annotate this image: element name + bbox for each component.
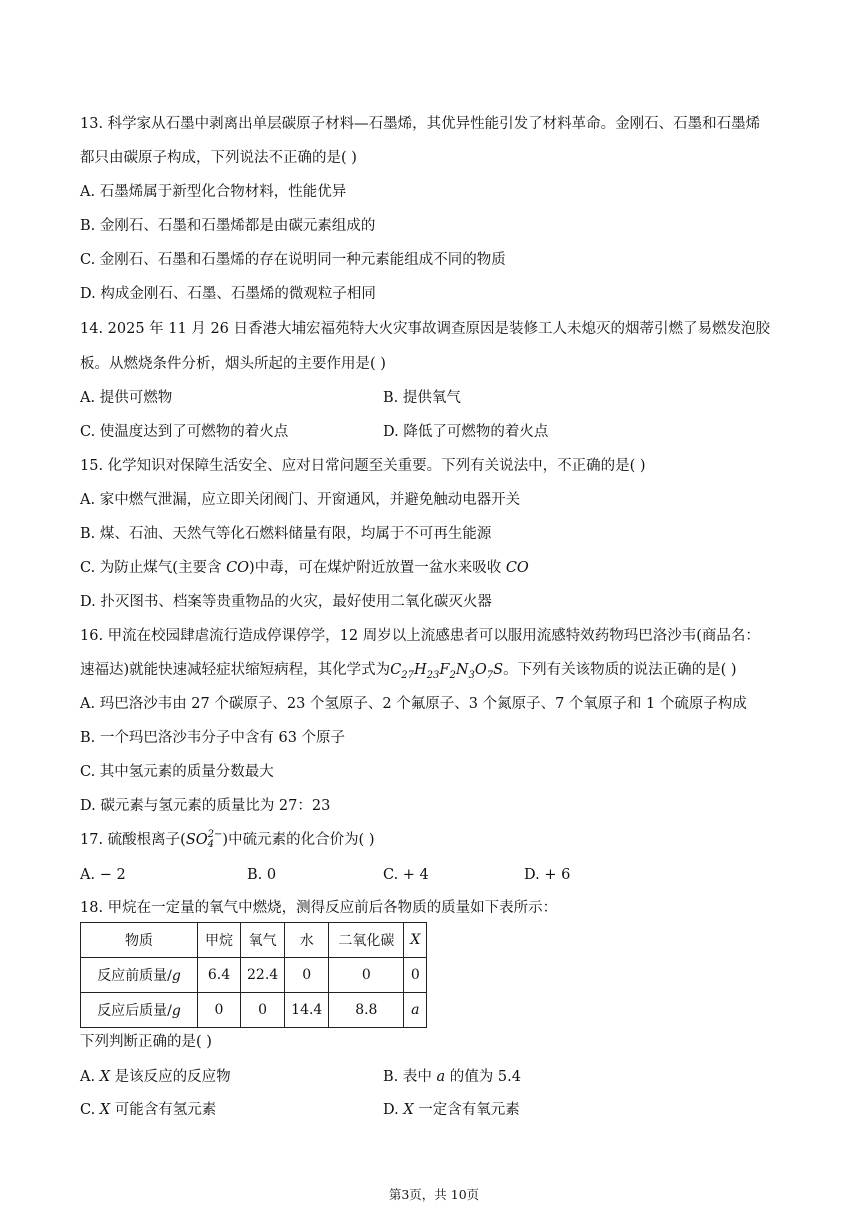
q15-option-a: A. 家中燃气泄漏，应立即关闭阀门、开窗通风，并避免触动电器开关 (80, 492, 521, 508)
sulfate-ion-formula: SO 2− 4 (185, 829, 223, 850)
table-cell: 0 (404, 958, 427, 993)
q18-option-c: C. X 可能含有氢元素 (80, 1102, 217, 1118)
table-cell: 22.4 (241, 958, 285, 993)
q17-option-d: D. + 6 (524, 867, 571, 883)
q13-option-d: D. 构成金刚石、石墨、石墨烯的微观粒子相同 (80, 286, 376, 302)
q16-option-d: D. 碳元素与氢元素的质量比为 27：23 (80, 798, 331, 814)
table-cell: 0 (198, 993, 241, 1028)
table-header-row (81, 923, 427, 958)
table-cell: 14.4 (285, 993, 329, 1028)
table-header-cell: 甲烷 (198, 923, 241, 958)
q14-option-c: C. 使温度达到了可燃物的着火点 (80, 424, 289, 440)
q17-stem: 17. 硫酸根离子(SO 2− 4 )中硫元素的化合价为( ) (80, 829, 375, 850)
q16-option-b: B. 一个玛巴洛沙韦分子中含有 63 个原子 (80, 730, 346, 746)
table-header-cell: 氧气 (241, 923, 285, 958)
formula-co: CO (505, 560, 529, 576)
q18-stem: 18. 甲烷在一定量的氧气中燃烧，测得反应前后各物质的质量如下表所示： (80, 900, 558, 916)
q16-option-c: C. 其中氢元素的质量分数最大 (80, 764, 274, 780)
q13-option-c: C. 金刚石、石墨和石墨烯的存在说明同一种元素能组成不同的物质 (80, 252, 506, 268)
table-row (81, 958, 427, 993)
q14-stem-line2: 板。从燃烧条件分析，烟头所起的主要作用是( ) (80, 356, 386, 372)
q17-option-a: A. − 2 (80, 867, 126, 883)
table-cell: 0 (285, 958, 329, 993)
table-header-cell: X (404, 923, 427, 958)
chemical-formula: $C_{27}H_{23}F_2N_3O_7S$ (390, 662, 504, 681)
q18-option-b: B. 表中 a 的值为 5.4 (383, 1069, 521, 1085)
q18-option-a: A. X 是该反应的反应物 (80, 1069, 231, 1085)
q13-option-a: A. 石墨烯属于新型化合物材料，性能优异 (80, 184, 347, 200)
q15-option-b: B. 煤、石油、天然气等化石燃料储量有限，均属于不可再生能源 (80, 526, 492, 542)
q14-option-b: B. 提供氧气 (383, 390, 461, 406)
table-row-label: 反应前质量/g (81, 958, 198, 993)
q13-option-b: B. 金刚石、石墨和石墨烯都是由碳元素组成的 (80, 218, 376, 234)
table-row-label: 反应后质量/g (81, 993, 198, 1028)
table-cell: 6.4 (198, 958, 241, 993)
q18-option-d: D. X 一定含有氧元素 (383, 1102, 520, 1118)
table-row (81, 993, 427, 1028)
q16-option-a: A. 玛巴洛沙韦由 27 个碳原子、23 个氢原子、2 个氟原子、3 个氮原子、7 个氧原子和 1 个硫原子构成 (80, 696, 747, 712)
q14-option-d: D. 降低了可燃物的着火点 (383, 424, 549, 440)
q15-option-c: C. 为防止煤气(主要含 CO)中毒，可在煤炉附近放置一盆水来吸收 CO (80, 560, 529, 576)
q14-stem-line1: 14. 2025 年 11 月 26 日香港大埔宏福苑特大火灾事故调查原因是装修工人未熄灭的烟蒂引燃了易燃发泡胶 (80, 321, 771, 337)
q16-stem-line2: 速福达)就能快速减轻症状缩短病程，其化学式为$C_{27}H_{23}F_2N_3O_7S$。下列有关该物质的说法正确的是( ) (80, 662, 737, 681)
table-cell: 0 (329, 958, 404, 993)
table-header-cell: 物质 (81, 923, 198, 958)
mass-data-table (80, 922, 427, 1028)
formula-co: CO (226, 560, 250, 576)
q17-option-c: C. + 4 (383, 867, 429, 883)
q13-stem-line1: 13. 科学家从石墨中剥离出单层碳原子材料—石墨烯，其优异性能引发了材料革命。金刚石、石墨和石墨烯 (80, 116, 761, 132)
q15-stem: 15. 化学知识对保障生活安全、应对日常问题至关重要。下列有关说法中，不正确的是( ) (80, 458, 646, 474)
q14-option-a: A. 提供可燃物 (80, 390, 173, 406)
table-cell: 8.8 (329, 993, 404, 1028)
table-header-cell: 水 (285, 923, 329, 958)
q16-stem-line1: 16. 甲流在校园肆虐流行造成停课停学，12 周岁以上流感患者可以服用流感特效药物玛巴洛沙韦(商品名： (80, 628, 760, 644)
q18-judge-prompt: 下列判断正确的是( ) (80, 1034, 212, 1050)
q17-option-b: B. 0 (247, 867, 277, 883)
page-footer: 第3页，共 10页 (388, 1187, 480, 1202)
table-header-cell: 二氧化碳 (329, 923, 404, 958)
table-cell: a (404, 993, 427, 1028)
q13-stem-line2: 都只由碳原子构成，下列说法不正确的是( ) (80, 150, 357, 166)
table-cell: 0 (241, 993, 285, 1028)
q15-option-d: D. 扑灭图书、档案等贵重物品的火灾，最好使用二氧化碳灭火器 (80, 594, 492, 610)
